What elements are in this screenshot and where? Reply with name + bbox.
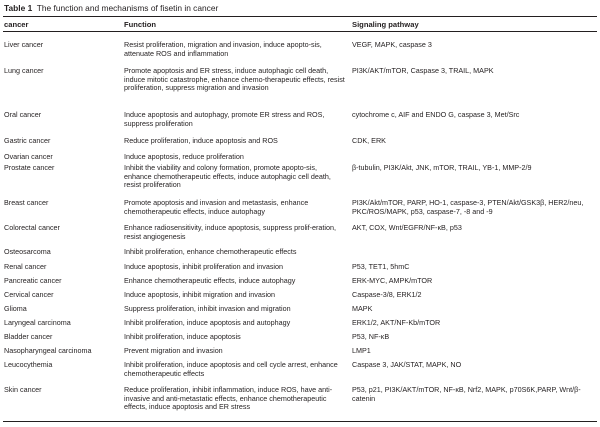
cell-function: Reduce proliferation, induce apoptosis and ROS bbox=[124, 136, 278, 145]
cell-cancer: Osteosarcoma bbox=[4, 247, 51, 256]
cell-cancer: Pancreatic cancer bbox=[4, 276, 62, 285]
cell-pathway: VEGF, MAPK, caspase 3 bbox=[352, 40, 432, 49]
table-label: Table 1 bbox=[4, 3, 33, 13]
cell-pathway: ERK-MYC, AMPK/mTOR bbox=[352, 276, 433, 285]
bottom-rule bbox=[3, 421, 597, 422]
top-rule bbox=[3, 16, 597, 17]
cell-cancer: Skin cancer bbox=[4, 385, 42, 394]
header-function: Function bbox=[124, 20, 157, 29]
cell-cancer: Gastric cancer bbox=[4, 136, 51, 145]
cell-pathway: β-tubulin, PI3K/Akt, JNK, mTOR, TRAIL, YB-1, MMP-2/9 bbox=[352, 163, 532, 172]
cell-function: Inhibit proliferation, induce apoptosis and autophagy bbox=[124, 318, 291, 327]
cell-cancer: Lung cancer bbox=[4, 66, 44, 75]
cell-cancer: Breast cancer bbox=[4, 198, 49, 207]
cell-pathway: PI3K/Akt/mTOR, PARP, HO-1, caspase-3, PTEN/Akt/GSK3β, HER2/neu, PKC/ROS/MAPK, p53, caspase-7, -8 and -9 bbox=[352, 198, 584, 216]
cell-cancer: Oral cancer bbox=[4, 110, 42, 119]
cell-function: Reduce proliferation, inhibit inflammation, induce ROS, have anti-invasive and anti-metastatic effects, enhance chemotherapeutic effects, induce apoptosis and ER stress bbox=[124, 385, 333, 412]
cell-pathway: P53, NF-κB bbox=[352, 332, 390, 341]
cell-pathway: LMP1 bbox=[352, 346, 371, 355]
cell-function: Induce apoptosis, inhibit migration and invasion bbox=[124, 290, 276, 299]
cell-function: Enhance chemotherapeutic effects, induce autophagy bbox=[124, 276, 296, 285]
cell-cancer: Colorectal cancer bbox=[4, 223, 60, 232]
cell-pathway: cytochrome c, AIF and ENDO G, caspase 3, Met/Src bbox=[352, 110, 520, 119]
cell-pathway: Caspase-3/8, ERK1/2 bbox=[352, 290, 422, 299]
cell-function: Induce apoptosis, reduce proliferation bbox=[124, 152, 244, 161]
cell-function: Induce apoptosis, inhibit proliferation and invasion bbox=[124, 262, 284, 271]
cell-pathway: Caspase 3, JAK/STAT, MAPK, NO bbox=[352, 360, 462, 369]
cell-pathway: ERK1/2, AKT/NF-Kb/mTOR bbox=[352, 318, 441, 327]
cell-cancer: Glioma bbox=[4, 304, 27, 313]
cell-function: Inhibit proliferation, enhance chemotherapeutic effects bbox=[124, 247, 297, 256]
header-pathway: Signaling pathway bbox=[352, 20, 419, 29]
cell-function: Inhibit the viability and colony formation, promote apopto-sis, enhance chemotherapeutic effects, induce autophagic cell death, resist proliferation bbox=[124, 163, 331, 190]
cell-function: Prevent migration and invasion bbox=[124, 346, 223, 355]
cell-cancer: Ovarian cancer bbox=[4, 152, 53, 161]
cell-pathway: AKT, COX, Wnt/EGFR/NF-κB, p53 bbox=[352, 223, 462, 232]
cell-cancer: Cervical cancer bbox=[4, 290, 54, 299]
cell-function: Inhibit proliferation, induce apoptosis and cell cycle arrest, enhance chemotherapeutic effects bbox=[124, 360, 338, 378]
cell-function: Inhibit proliferation, induce apoptosis bbox=[124, 332, 241, 341]
cell-cancer: Renal cancer bbox=[4, 262, 47, 271]
cell-function: Resist proliferation, migration and invasion, induce apopto-sis, attenuate ROS and inflammation bbox=[124, 40, 322, 58]
cell-function: Promote apoptosis and invasion and metastasis, enhance chemotherapeutic effects, induce autophagy bbox=[124, 198, 309, 216]
header-cancer: cancer bbox=[4, 20, 29, 29]
cell-function: Enhance radiosensitivity, induce apoptosis, suppress prolif-eration, resist angiogenesis bbox=[124, 223, 337, 241]
cell-pathway: P53, p21, PI3K/AKT/mTOR, NF-κB, Nrf2, MAPK, p70S6K,PARP, Wnt/β-catenin bbox=[352, 385, 581, 403]
cell-pathway: CDK, ERK bbox=[352, 136, 386, 145]
cell-cancer: Liver cancer bbox=[4, 40, 44, 49]
cell-pathway: P53, TET1, 5hmC bbox=[352, 262, 410, 271]
table-caption bbox=[4, 3, 218, 13]
cell-function: Suppress proliferation, inhibit invasion and migration bbox=[124, 304, 291, 313]
cell-function: Induce apoptosis and autophagy, promote ER stress and ROS, suppress proliferation bbox=[124, 110, 325, 128]
cell-cancer: Nasopharyngeal carcinoma bbox=[4, 346, 92, 355]
cell-pathway: MAPK bbox=[352, 304, 373, 313]
cell-cancer: Bladder cancer bbox=[4, 332, 53, 341]
header-rule bbox=[3, 31, 597, 32]
cell-cancer: Prostate cancer bbox=[4, 163, 55, 172]
table-title: The function and mechanisms of fisetin in cancer bbox=[36, 3, 219, 13]
cell-pathway: PI3K/AKT/mTOR, Caspase 3, TRAIL, MAPK bbox=[352, 66, 494, 75]
cell-cancer: Leucocythemia bbox=[4, 360, 53, 369]
cell-function: Promote apoptosis and ER stress, induce autophagic cell death, induce mitotic catastrophe, enhance chemo-therapeutic effects, resist proliferation, suppress migration and invasion bbox=[124, 66, 345, 93]
cell-cancer: Laryngeal carcinoma bbox=[4, 318, 71, 327]
